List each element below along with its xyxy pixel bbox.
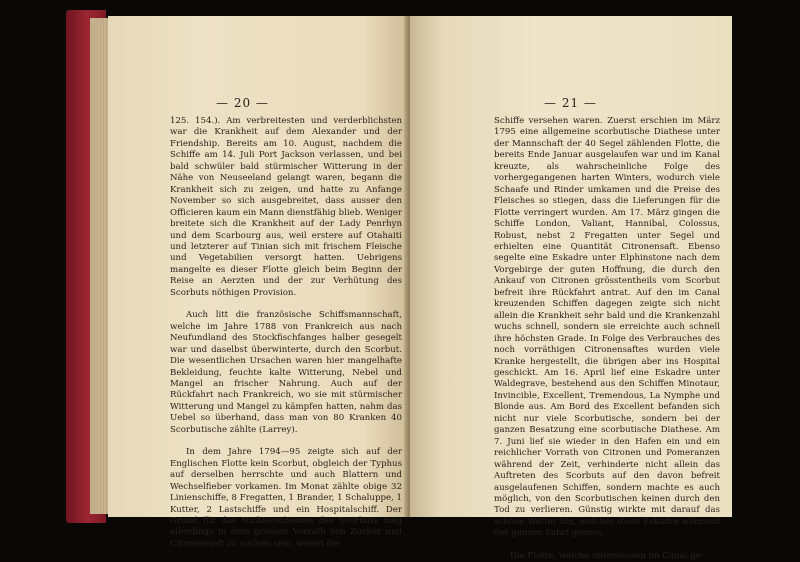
paragraph: Auch litt die französische Schiffsmannschaft, welche im Jahre 1788 von Frankreich aus nach Neufundland des Stockfischfanges halber gesegelt war und daselbst überwinterte, durch den Scorbut. Die wesentlichen Ursachen waren hier mangelhafte Bekleidung, feuchte kalte Witterung, Nebel und Mangel an frischer Nahrung. Auch auf der Rückfahrt nach Frankreich, wo sie mit stürmischer Witterung und Mangel zu kämpfen hatten, nahm das Uebel so überhand, dass man von 80 Kranken 40 Scorbutische zählte (Larrey). (170, 310, 402, 435)
paragraph: Die Flotte, welche unterdessen im Canal ge- (510, 550, 704, 561)
paragraph: Schiffe versehen waren. Zuerst erschien im März 1795 eine allgemeine scorbutische Diathese unter der Mannschaft der 40 Segel zählenden Flotte, die bereits Ende Januar ausgelaufen war und im Kanal kreuzte, als wahrscheinliche Folge des vorhergegangenen harten Winters, wodurch viele Schaafe und Rinder umkamen und die Preise des Fleisches so stiegen, dass die Lieferungen für die Flotte verringert wurden. Am 17. März gingen die Schiffe London, Valiant, Hannibal, Colossus, Robust, nebst 2 Fregatten unter Segel und erhielten eine Quantität Citronensaft. Ebenso segelte eine Eskadre unter Elphinstone nach dem Vorgebirge der guten Hoffnung, die durch den Ankauf von Citronen grösstentheils vom Scorbut befreit ihre Rückfahrt antrat. Auf den im Canal kreuzenden Schiffen dagegen zeigte sich nicht allein die Krankheit sehr bald und die Krankenzahl wuchs schnell, sondern sie erreichte auch schnell ihre höchsten Grade. In Folge des Verbrauches des noch vorräthigen Citronensaftes wurden viele Kranke hergestellt, die übrigen aber ins Hospital geschickt. Am 16. April lief eine Eskadre unter Waldegrave, bestehend aus den Schiffen Minotaur, Invincible, Excellent, Tremendous, La Nymphe und Blonde aus. Am Bord des Excellent befanden sich nicht nur viele Scorbutische, sondern bei der ganzen Besatzung eine scorbutische Diathese. Am 7. Juni lief sie wieder in den Hafen ein und ein reichlicher Vorrath von Citronen und Pomeranzen während der Zeit, verhinderte nicht allein das Auftreten des Scorbuts auf den davon befreit ausgelaufenen Schiffen, sondern machte es auch möglich, von den Scorbutischen keinen durch den Tod zu verlieren. Günstig wirkte mit darauf das schöne Wetter hin, welches diese Eskadre während der ganzen Fahrt genoss. (494, 116, 720, 539)
right-page-number: — 21 — (544, 96, 597, 110)
open-book (66, 10, 734, 561)
paragraph: 125. 154.). Am verbreitesten und verderblichsten war die Krankheit auf dem Alexander und der Friendship. Bereits am 10. August, nachdem die Schiffe am 14. Juli Port Jackson verlassen, und bei bald schwüler bald stürmischer Witterung in der Nähe von Neuseeland gelangt waren, begann die Krankheit sich zu zeigen, und hatte zu Anfange November so sich ausgebreitet, dass ausser den Officieren kaum ein Mann dienstfähig blieb. Weniger breitete sich die Krankheit auf der Lady Penrhyn und dem Scarbourg aus, weil erstere auf Otahaiti und letzterer auf Tinian sich mit frischem Fleische und Vegetabilien versorgt hatten. Uebrigens mangelte es dieser Flotte gleich beim Beginn der Reise an Aerzten und der zur Verhütung des Scorbuts nöthigen Provision. (170, 116, 402, 298)
right-page (410, 16, 732, 561)
paragraph: In dem Jahre 1794—95 zeigte sich auf der Englischen Flotte kein Scorbut, obgleich der Typhus auf derselben herrschte und auch Blattern und Wechselfieber vorkamen. Im Monat zählte obige 32 Linienschiffe, 8 Fregatten, 1 Brander, 1 Schaluppe, 1 Kutter, 2 Lastschiffe und ein Hospitalschiff. Der Grund für das Nichterscheinen des Scorbuts mag allerdings in dem grossen Vorrath von Zucker und Citronensaft zu suchen sein, womit die (170, 447, 402, 549)
right-page-text (494, 116, 720, 562)
left-page (108, 16, 408, 549)
left-page-text (170, 116, 402, 550)
left-page-number: — 20 — (216, 96, 269, 110)
